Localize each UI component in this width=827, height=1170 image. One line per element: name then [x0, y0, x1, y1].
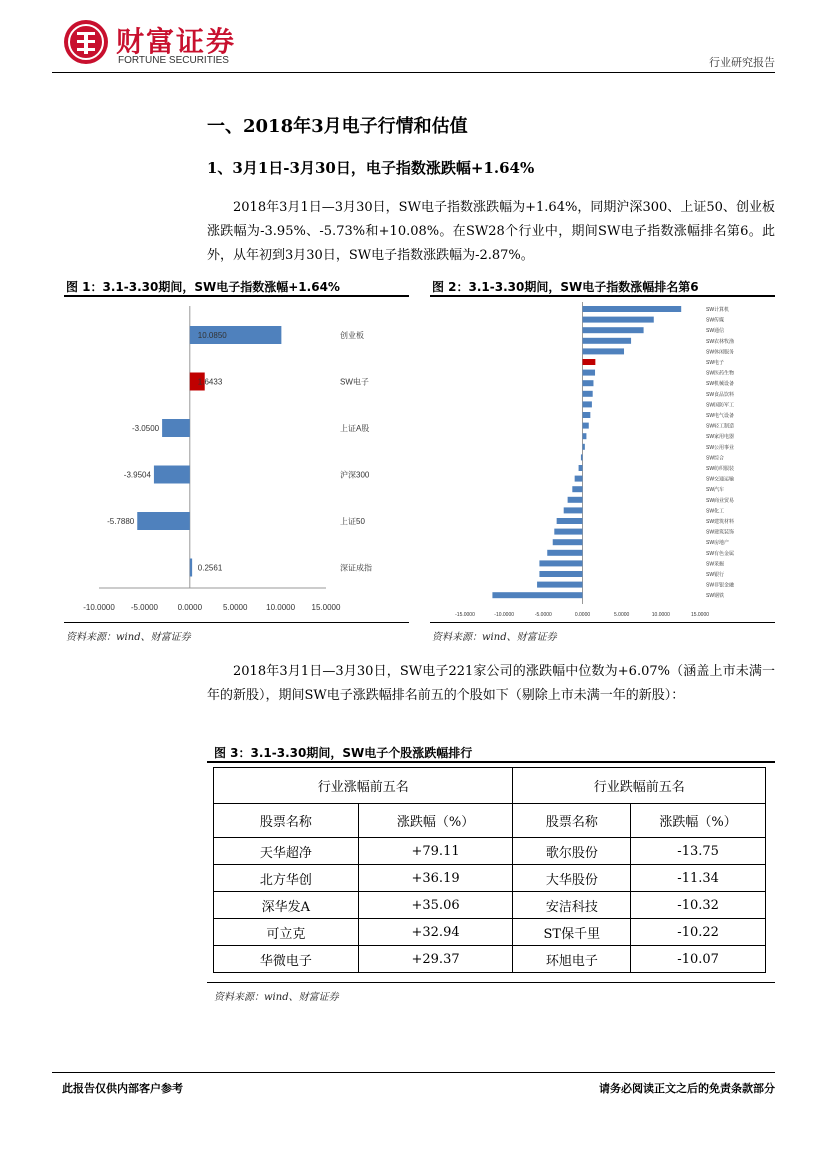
seal-logo-icon — [64, 20, 108, 64]
bar-4 — [583, 348, 625, 354]
subsection-title: 1、3月1日-3月30日，电子指数涨跌幅+1.64% — [207, 159, 535, 177]
cell-down-name: 安洁科技 — [513, 892, 631, 919]
category-label-13: SW公用事业 — [706, 444, 735, 451]
bar-24 — [539, 560, 582, 566]
category-label-10: SW电气设备 — [706, 413, 735, 419]
value-label-3: -3.9504 — [123, 470, 151, 480]
x-tick-2: -5.0000 — [534, 612, 552, 618]
category-label-27: SW钢铁 — [706, 593, 725, 600]
bar-12 — [583, 433, 587, 439]
section-title: 一、2018年3月电子行情和估值 — [207, 116, 468, 137]
category-label-24: SW采掘 — [706, 561, 725, 568]
col-name-header: 股票名称 — [214, 804, 359, 838]
paragraph-2: 2018年3月1日—3月30日，SW电子221家公司的涨跌幅中位数为+6.07%（涵盖上市未满一年的新股），期间SW电子涨跌幅排名前五的个股如下（剔除上市未满一年的新股）： — [207, 664, 775, 703]
category-label-4: SW休闲服务 — [706, 349, 735, 356]
bar-18 — [568, 497, 583, 503]
category-label-23: SW有色金属 — [706, 550, 735, 557]
cell-down-name: 环旭电子 — [513, 946, 631, 973]
cell-up-change: +35.06 — [358, 892, 513, 919]
company-name-cn: 财富证券 — [116, 25, 237, 58]
x-tick-3: 0.0000 — [574, 612, 591, 618]
value-label-2: -3.0500 — [131, 424, 160, 433]
company-name-en: FORTUNE SECURITIES — [118, 55, 229, 66]
stock-ranking-table — [213, 767, 766, 973]
chart2-svg — [430, 298, 775, 620]
category-label-9: SW国防军工 — [706, 402, 735, 409]
category-label-1: SW电子 — [340, 377, 369, 387]
category-label-15: SW纺织服装 — [706, 466, 735, 472]
x-tick-2: 0.0000 — [177, 603, 203, 612]
category-label-11: SW轻工制造 — [706, 423, 735, 430]
figure2-bottom-rule — [430, 622, 775, 623]
cell-down-change: -13.75 — [631, 838, 766, 865]
category-label-7: SW机械设备 — [706, 381, 735, 388]
category-label-1: SW传媒 — [706, 317, 725, 324]
bar-13 — [583, 444, 585, 450]
value-label-0: 10.0850 — [197, 331, 227, 340]
figure2-source: 资料来源：wind、财富证券 — [432, 632, 557, 643]
header-rule — [52, 72, 775, 73]
bar-22 — [553, 539, 583, 545]
x-tick-3: 5.0000 — [222, 603, 248, 612]
bar-16 — [575, 476, 583, 482]
col-change-header: 涨跌幅（%） — [631, 804, 766, 838]
table-row — [214, 838, 766, 865]
bar-26 — [537, 582, 582, 588]
category-label-12: SW家用电器 — [706, 434, 735, 441]
category-label-6: SW医药生物 — [706, 370, 735, 377]
cell-down-change: -10.22 — [631, 919, 766, 946]
category-label-2: SW通信 — [706, 328, 725, 335]
cell-down-name: ST保千里 — [513, 919, 631, 946]
category-label-22: SW房地产 — [706, 540, 730, 547]
category-label-3: SW农林牧渔 — [706, 338, 735, 345]
cell-up-change: +32.94 — [358, 919, 513, 946]
bar-23 — [547, 550, 582, 556]
cell-up-change: +36.19 — [358, 865, 513, 892]
bar-3 — [583, 338, 632, 344]
category-label-0: 创业板 — [340, 331, 364, 340]
x-tick-5: 15.0000 — [311, 603, 341, 612]
bar-15 — [579, 465, 583, 471]
cell-down-change: -11.34 — [631, 865, 766, 892]
bar-8 — [583, 391, 593, 397]
x-tick-5: 10.0000 — [651, 612, 670, 618]
cell-up-name: 北方华创 — [214, 865, 359, 892]
group-up-header: 行业涨幅前五名 — [214, 768, 513, 804]
cell-down-name: 大华股份 — [513, 865, 631, 892]
bar-14 — [581, 454, 583, 460]
bar-4 — [137, 512, 190, 530]
bar-17 — [572, 486, 582, 492]
category-label-5: SW电子 — [706, 360, 725, 366]
chart1-svg — [64, 298, 409, 618]
cell-up-change: +79.11 — [358, 838, 513, 865]
x-tick-0: -15.0000 — [455, 612, 475, 618]
bar-6 — [583, 370, 596, 376]
cell-up-change: +29.37 — [358, 946, 513, 973]
category-label-18: SW商业贸易 — [706, 497, 735, 504]
figure3-bottom-rule — [207, 982, 775, 983]
bar-0 — [583, 306, 682, 312]
footer-rule — [52, 1072, 775, 1073]
cell-down-change: -10.07 — [631, 946, 766, 973]
x-tick-1: -5.0000 — [130, 603, 158, 612]
col-name-header: 股票名称 — [513, 804, 631, 838]
category-label-14: SW综合 — [706, 455, 725, 462]
figure3-title: 图 3：3.1-3.30期间，SW电子个股涨跌幅排行 — [214, 746, 473, 760]
table-row — [214, 919, 766, 946]
bar-7 — [583, 380, 594, 386]
table-row — [214, 946, 766, 973]
figure1-bottom-rule — [64, 622, 409, 623]
bar-20 — [557, 518, 583, 524]
bar-9 — [583, 401, 592, 407]
figure2-title: 图 2：3.1-3.30期间，SW电子指数涨幅排名第6 — [432, 280, 699, 294]
value-label-1: 1.6433 — [197, 377, 223, 387]
category-label-20: SW建筑材料 — [706, 519, 735, 525]
category-label-8: SW食品饮料 — [706, 391, 735, 398]
bar-19 — [564, 507, 583, 513]
x-tick-1: -10.0000 — [494, 612, 515, 618]
figure2-rule — [430, 295, 775, 297]
bar-27 — [492, 592, 582, 598]
category-label-3: 沪深300 — [340, 470, 370, 480]
figure1-rule — [64, 295, 409, 297]
bar-2 — [162, 419, 190, 437]
category-label-2: 上证A股 — [340, 424, 370, 433]
figure1-title: 图 1：3.1-3.30期间，SW电子指数涨幅+1.64% — [66, 280, 340, 294]
category-label-0: SW计算机 — [706, 307, 730, 313]
figure1-source: 资料来源：wind、财富证券 — [66, 632, 191, 643]
category-label-19: SW化工 — [706, 508, 725, 515]
figure3-rule — [207, 761, 775, 763]
table-row — [214, 865, 766, 892]
x-tick-4: 10.0000 — [266, 603, 296, 612]
x-tick-6: 15.0000 — [690, 612, 710, 618]
cell-up-name: 深华发A — [214, 892, 359, 919]
x-tick-4: 5.0000 — [614, 612, 630, 618]
cell-down-change: -10.32 — [631, 892, 766, 919]
x-tick-0: -10.0000 — [83, 603, 115, 612]
bar-2 — [583, 327, 644, 333]
footer-right: 请务必阅读正文之后的免责条款部分 — [599, 1082, 775, 1095]
bar-5 — [190, 559, 192, 577]
cell-up-name: 华微电子 — [214, 946, 359, 973]
category-label-21: SW建筑装饰 — [706, 529, 735, 536]
bar-10 — [583, 412, 591, 418]
value-label-5: 0.2561 — [197, 563, 223, 573]
bar-25 — [539, 571, 582, 577]
cell-up-name: 天华超净 — [214, 838, 359, 865]
figure3-source: 资料来源：wind、财富证券 — [214, 992, 339, 1003]
group-down-header: 行业跌幅前五名 — [513, 768, 766, 804]
cell-down-name: 歌尔股份 — [513, 838, 631, 865]
cell-up-name: 可立克 — [214, 919, 359, 946]
value-label-4: -5.7880 — [107, 517, 135, 526]
category-label-26: SW非银金融 — [706, 582, 735, 589]
category-label-16: SW交通运输 — [706, 476, 735, 483]
category-label-5: 深证成指 — [340, 563, 372, 573]
bar-3 — [154, 466, 190, 484]
category-label-17: SW汽车 — [706, 487, 725, 494]
table-row — [214, 892, 766, 919]
bar-5 — [583, 359, 596, 365]
report-type: 行业研究报告 — [709, 56, 775, 69]
bar-21 — [554, 529, 582, 535]
bar-11 — [583, 423, 589, 429]
category-label-4: 上证50 — [340, 517, 365, 526]
col-change-header: 涨跌幅（%） — [358, 804, 513, 838]
paragraph-1: 2018年3月1日—3月30日，SW电子指数涨跌幅为+1.64%，同期沪深300、上证50、创业板涨跌幅为-3.95%、-5.73%和+10.08%。在SW28个行业中，期间SW电子指数涨幅排名第6。此外，从年初到3月30日，SW电子指数涨跌幅为-2.87%。 — [207, 200, 775, 263]
bar-1 — [583, 317, 654, 323]
footer-left: 此报告仅供内部客户参考 — [62, 1082, 183, 1095]
category-label-25: SW银行 — [706, 572, 725, 578]
